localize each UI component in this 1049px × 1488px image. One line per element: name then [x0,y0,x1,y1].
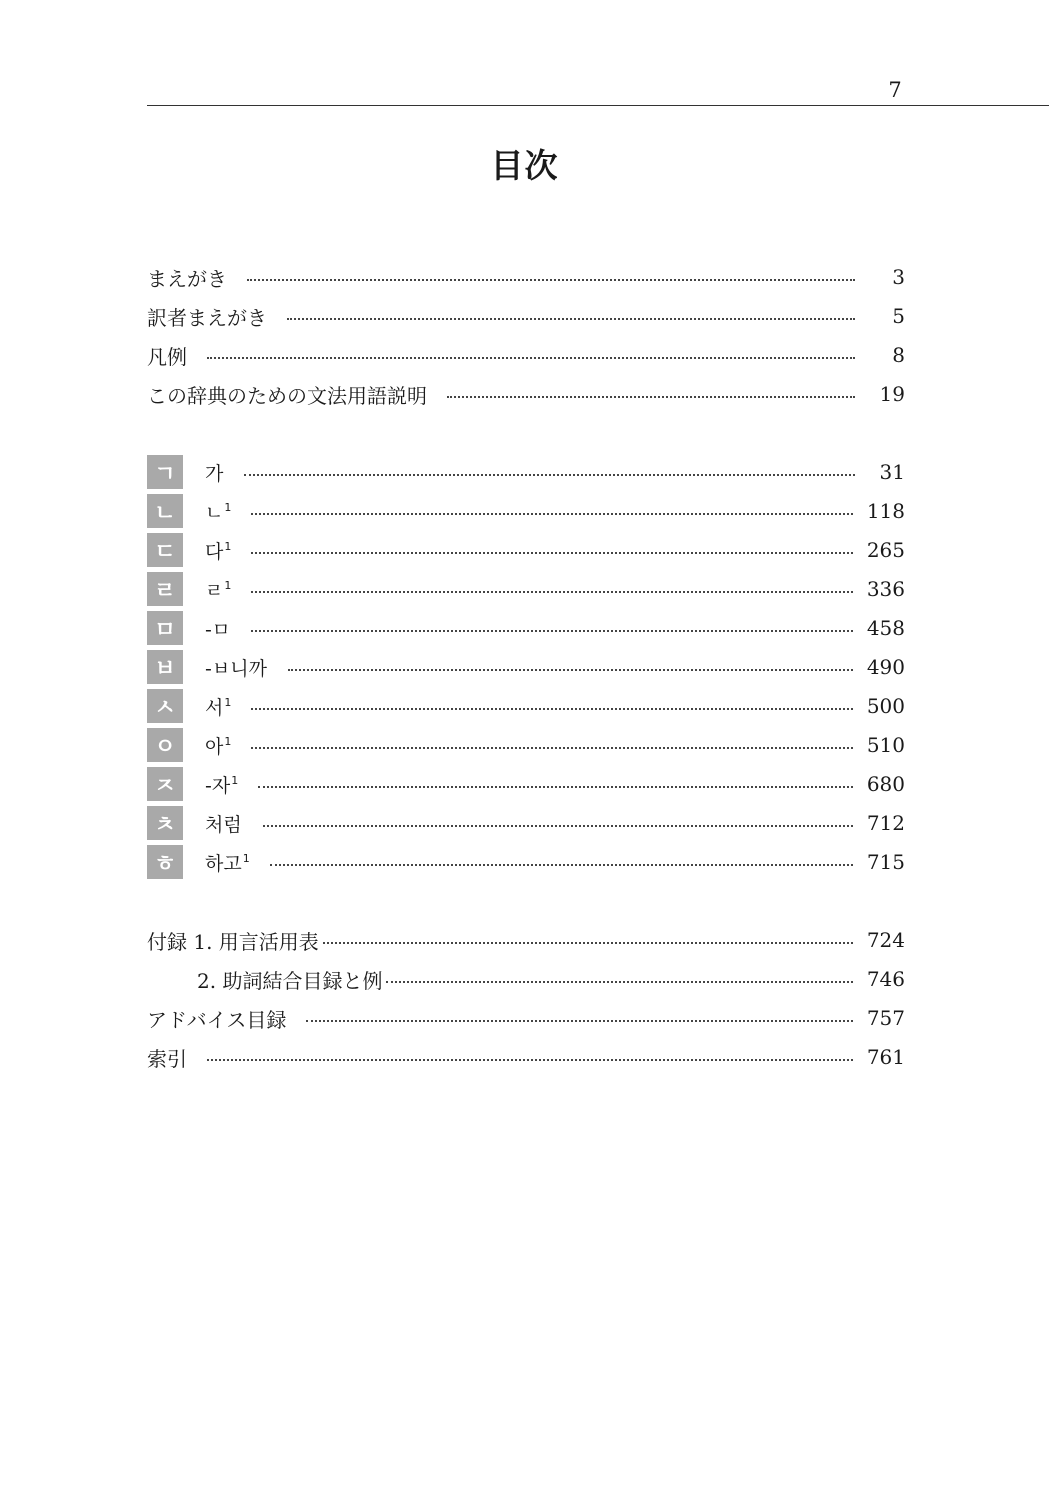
toc-entry-page: 490 [866,655,905,679]
dot-leader [386,981,852,983]
toc-entry-page: 761 [866,1045,905,1069]
toc-entry-giyeok[interactable] [147,455,905,489]
jamo-tab: ㄴ [147,494,183,528]
jamo-tab: ㄹ [147,572,183,606]
toc-entry-grammar-terms[interactable] [147,377,905,411]
toc-entry-page: 265 [866,538,905,562]
toc-entry-jieut[interactable] [147,767,905,801]
dot-leader [447,396,855,398]
toc-entry-digeut[interactable] [147,533,905,567]
toc-entry-translator-preface[interactable] [147,299,905,333]
toc-entry-label: 訳者まえがき [147,305,267,330]
toc-entry-page: 3 [892,265,905,289]
toc-entry-label: 처럼 [205,813,242,836]
dot-leader [287,318,855,320]
dot-leader [251,513,852,515]
dot-leader [251,630,853,632]
toc-entry-label: ㄴ$^1$ [205,501,232,524]
jamo-tab: ㄱ [147,455,183,489]
toc-entry-label: 가 [205,462,224,485]
toc-entry-chieut[interactable] [147,806,905,840]
toc-entry-label: -ㅂ니까 [205,657,267,680]
toc-entry-nieun[interactable] [147,494,905,528]
toc-entry-label: 2. 助詞結合目録と例 [197,968,383,993]
toc-entry-page: 510 [866,733,905,757]
toc-entry-page: 724 [866,928,905,952]
toc-entry-page: 500 [866,694,905,718]
jamo-tab: ㅇ [147,728,183,762]
toc-entry-label: 索引 [147,1046,187,1071]
toc-entry-page: 118 [866,499,905,523]
toc-entry-page: 680 [866,772,905,796]
toc-entry-page: 5 [892,304,905,328]
dot-leader [306,1020,852,1022]
jamo-tab: ㄷ [147,533,183,567]
toc-entry-rieul[interactable] [147,572,905,606]
jamo-tab: ㅈ [147,767,183,801]
dot-leader [251,552,852,554]
dot-leader [263,825,853,827]
toc-entry-label: 하고$^1$ [205,852,250,875]
toc-entry-page: 336 [866,577,905,601]
jamo-tab: ㅅ [147,689,183,723]
jamo-tab: ㅊ [147,806,183,840]
toc-entry-label: 다$^1$ [205,540,232,563]
dot-leader [251,591,852,593]
toc-entry-preface[interactable] [147,260,905,294]
toc-entry-page: 757 [866,1006,905,1030]
toc-entry-page: 19 [879,382,905,406]
toc-entry-index[interactable] [147,1040,905,1074]
jamo-tab: ㅂ [147,650,183,684]
toc-entry-page: 8 [892,343,905,367]
dot-leader [251,747,852,749]
toc-entry-mieum[interactable] [147,611,905,645]
toc-entry-appendix-conjugation[interactable] [147,923,905,957]
toc-entry-page: 746 [866,967,905,991]
jamo-tab: ㅁ [147,611,183,645]
dot-leader [251,708,852,710]
dot-leader [258,786,853,788]
toc-entry-legend[interactable] [147,338,905,372]
toc-entry-label: アドバイス目録 [147,1007,287,1032]
toc-entry-label: 凡例 [147,344,187,369]
dot-leader [247,279,855,281]
toc-entry-label: ㄹ$^1$ [205,579,232,602]
dot-leader [323,942,853,944]
toc-entry-bieup[interactable] [147,650,905,684]
header-rule [147,105,1049,106]
toc-entry-siot[interactable] [147,689,905,723]
toc-entry-ieung[interactable] [147,728,905,762]
dot-leader [207,357,855,359]
toc-entry-hieut[interactable] [147,845,905,879]
toc-entry-advice-list[interactable] [147,1001,905,1035]
toc-entry-label: 付録 1. 用言活用表 [147,929,319,954]
dot-leader [270,864,853,866]
dot-leader [288,669,853,671]
page-number: 7 [888,78,902,102]
toc-entry-appendix-particles[interactable] [147,962,905,996]
toc-entry-label: まえがき [147,266,227,291]
toc-entry-page: 712 [866,811,905,835]
toc-entry-label: 아$^1$ [205,735,232,758]
toc-entry-page: 31 [879,460,905,484]
jamo-tab: ㅎ [147,845,183,879]
dot-leader [207,1059,853,1061]
toc-entry-label: 서$^1$ [205,696,232,719]
dot-leader [244,474,855,476]
toc-entry-label: この辞典のための文法用語説明 [147,383,427,408]
toc-entry-page: 458 [866,616,905,640]
toc-entry-page: 715 [866,850,905,874]
page-title: 目次 [490,146,559,185]
toc-entry-label: -자$^1$ [205,774,239,797]
toc-entry-label: -ㅁ [205,618,231,641]
